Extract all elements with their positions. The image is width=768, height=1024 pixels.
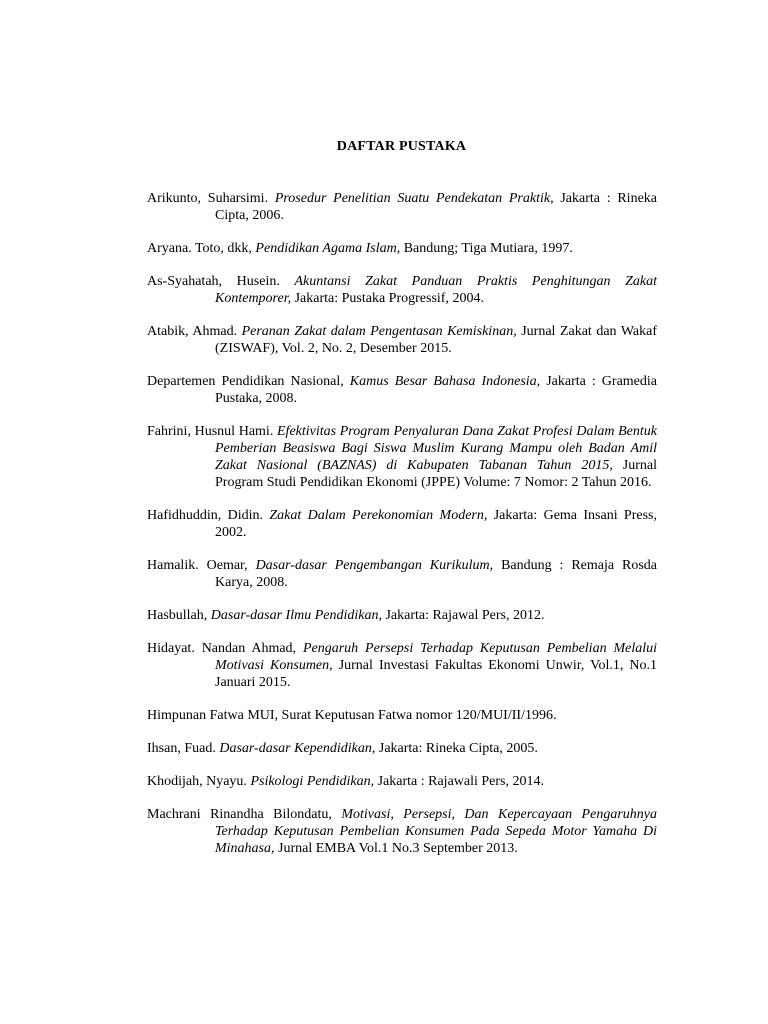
reference-author: Atabik, Ahmad.	[147, 324, 242, 339]
reference-title: Dasar-dasar Ilmu Pendidikan,	[210, 608, 382, 623]
reference-publisher: Jakarta : Rineka Cipta, 2006.	[215, 191, 657, 223]
reference-publisher: Jakarta: Rajawal Pers, 2012.	[381, 608, 545, 623]
reference-item	[147, 806, 657, 857]
reference-title: Dasar-dasar Pengembangan Kurikulum,	[255, 558, 494, 573]
reference-list	[147, 190, 657, 873]
reference-author: Machrani Rinandha Bilondatu,	[147, 807, 342, 822]
reference-author: Arikunto, Suharsimi.	[147, 191, 275, 206]
reference-title: Efektivitas Program Penyaluran Dana Zakat Profesi Dalam Bentuk Pemberian Beasiswa Bagi Siswa Muslim Kurang Mampu oleh Badan Amil Zakat Nasional (BAZNAS) di Kabupaten Tabanan Tahun 2015,	[215, 424, 657, 473]
reference-author: Khodijah, Nyayu.	[147, 774, 251, 789]
reference-author: Ihsan, Fuad.	[147, 741, 220, 756]
reference-author: Hasbullah,	[147, 608, 211, 623]
reference-item	[147, 190, 657, 224]
reference-author: Aryana. Toto, dkk,	[147, 241, 256, 256]
reference-item	[147, 373, 657, 407]
reference-item	[147, 507, 657, 541]
reference-publisher: Bandung; Tiga Mutiara, 1997.	[400, 241, 573, 256]
page-title: DAFTAR PUSTAKA	[336, 139, 467, 154]
reference-title: Peranan Zakat dalam Pengentasan Kemiskinan,	[241, 324, 517, 339]
reference-publisher: Jakarta: Rineka Cipta, 2005.	[375, 741, 538, 756]
reference-publisher: Jurnal Investasi Fakultas Ekonomi Unwir, Vol.1, No.1 Januari 2015.	[215, 658, 657, 690]
reference-author: Hafidhuddin, Didin.	[147, 508, 270, 523]
reference-title: Kamus Besar Bahasa Indonesia,	[349, 374, 541, 389]
reference-item	[147, 557, 657, 591]
reference-title: Dasar-dasar Kependidikan,	[219, 741, 376, 756]
reference-publisher: Jakarta: Pustaka Progressif, 2004.	[291, 291, 484, 306]
reference-publisher: Jakarta : Rajawali Pers, 2014.	[374, 774, 544, 789]
reference-title: Akuntansi Zakat Panduan Praktis Penghitungan Zakat Kontemporer,	[215, 274, 657, 306]
reference-item	[147, 240, 657, 257]
reference-author: Himpunan Fatwa MUI, Surat Keputusan Fatwa nomor 120/MUI/II/1996.	[147, 708, 557, 723]
reference-item	[147, 640, 657, 691]
reference-author: Hamalik. Oemar,	[147, 558, 256, 573]
reference-title: Motivasi, Persepsi, Dan Kepercayaan Pengaruhnya Terhadap Keputusan Pembelian Konsumen Pada Sepeda Motor Yamaha Di Minahasa,	[215, 807, 657, 856]
reference-title: Psikologi Pendidikan,	[250, 774, 375, 789]
reference-publisher: Jakarta: Gema Insani Press, 2002.	[215, 508, 657, 540]
reference-item	[147, 323, 657, 357]
reference-title: Prosedur Penelitian Suatu Pendekatan Praktik,	[274, 191, 554, 206]
reference-item	[147, 273, 657, 307]
reference-author: As-Syahatah, Husein.	[147, 274, 295, 289]
reference-publisher: Jurnal Program Studi Pendidikan Ekonomi (JPPE) Volume: 7 Nomor: 2 Tahun 2016.	[215, 458, 657, 490]
reference-title: Pendidikan Agama Islam,	[255, 241, 401, 256]
reference-author: Hidayat. Nandan Ahmad,	[147, 641, 303, 656]
reference-item	[147, 707, 657, 724]
reference-title: Zakat Dalam Perekonomian Modern,	[269, 508, 488, 523]
reference-item	[147, 423, 657, 491]
reference-author: Fahrini, Husnul Hami.	[147, 424, 277, 439]
reference-publisher: Jakarta : Gramedia Pustaka, 2008.	[215, 374, 658, 406]
reference-publisher: Jurnal EMBA Vol.1 No.3 September 2013.	[274, 841, 518, 856]
reference-title: Pengaruh Persepsi Terhadap Keputusan Pembelian Melalui Motivasi Konsumen,	[215, 641, 657, 673]
reference-publisher: Jurnal Zakat dan Wakaf (ZISWAF), Vol. 2, No. 2, Desember 2015.	[215, 324, 658, 356]
reference-item	[147, 740, 657, 757]
reference-publisher: Bandung : Remaja Rosda Karya, 2008.	[215, 558, 657, 590]
reference-item	[147, 607, 657, 624]
reference-author: Departemen Pendidikan Nasional,	[147, 374, 350, 389]
reference-item	[147, 773, 657, 790]
